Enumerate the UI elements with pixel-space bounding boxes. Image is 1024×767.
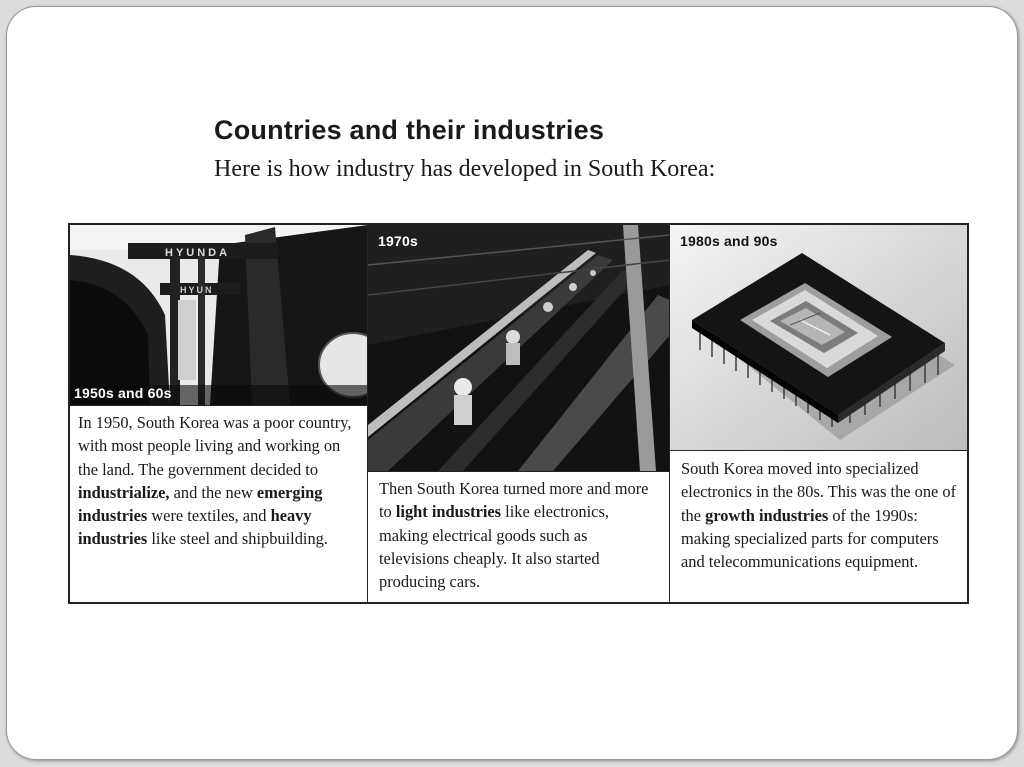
microchip-photo — [670, 225, 967, 450]
hyundai-sign: HYUNDA — [165, 247, 231, 259]
panel-text-1950s — [70, 405, 367, 602]
panel-text-1980s — [670, 450, 967, 602]
era-label-1970s: 1970s — [378, 233, 418, 249]
era-label-1950s: 1950s and 60s — [74, 385, 172, 401]
key-term: growth industries — [705, 505, 829, 525]
key-term: heavy industries — [78, 506, 312, 549]
hyundai-sign-2: HYUN — [180, 285, 214, 295]
slide — [6, 6, 1018, 760]
text-run: South Korea moved into specialized electronics in the 80s. This was the one of the — [681, 459, 957, 525]
text-run: like electronics, making electrical goods such as televisions cheaply. It also started producing cars. — [379, 502, 609, 592]
era-label-1980s: 1980s and 90s — [680, 233, 778, 249]
panel-1980s — [670, 225, 967, 602]
text-run: like steel and shipbuilding. — [147, 529, 328, 549]
key-term: industrialize, — [78, 482, 170, 502]
panel-text-1970s — [368, 471, 669, 602]
shipyard-crane-photo — [70, 225, 367, 405]
text-run: Then South Korea turned more and more to — [379, 479, 649, 522]
text-run: In 1950, South Korea was a poor country, with most people living and working on the land. The government decided to — [78, 413, 352, 479]
text-run: and the new — [169, 482, 257, 502]
text-run: were textiles, and — [147, 506, 271, 526]
panel-1970s — [368, 225, 670, 602]
panel-1950s — [70, 225, 368, 602]
page-subtitle: Here is how industry has developed in South Korea: — [214, 156, 716, 182]
key-term: light industries — [395, 502, 502, 522]
assembly-line-photo — [368, 225, 669, 471]
text-run: of the 1990s: making specialized parts for computers and telecommunications equipment. — [681, 505, 939, 572]
key-term: emerging industries — [78, 482, 323, 526]
industry-timeline-table — [68, 223, 969, 604]
page-title: Countries and their industries — [214, 115, 605, 145]
